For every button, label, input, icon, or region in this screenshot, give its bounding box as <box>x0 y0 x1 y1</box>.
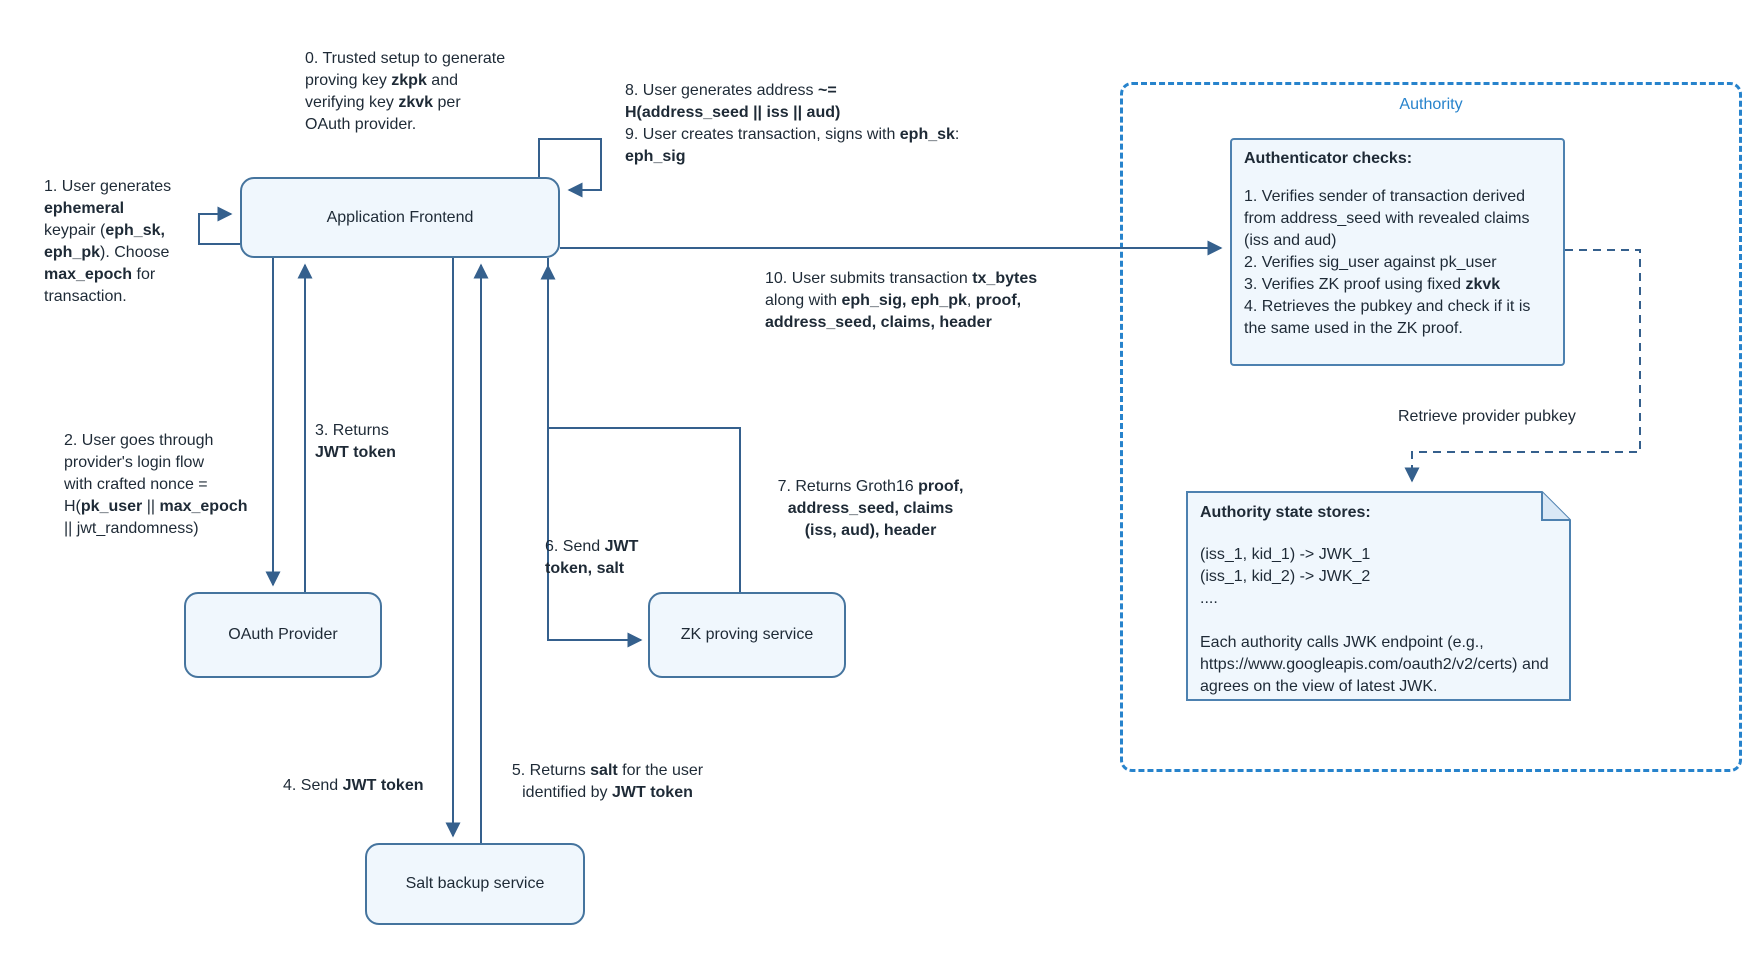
authority-state-body: (iss_1, kid_1) -> JWK_1 (iss_1, kid_2) -> JWK_2 .... Each authority calls JWK endpoint (e.g., https://www.googleapis.com/oauth2/v2/certs) and agrees on the view of latest JWK. <box>1200 546 1549 695</box>
arrow-frontend-to-zk <box>548 258 641 640</box>
authority-label: Authority <box>1399 96 1463 113</box>
authority-state-title: Authority state stores: <box>1200 504 1371 521</box>
annotation-step-4: 4. Send JWT token <box>283 777 424 794</box>
node-application-frontend-label: Application Frontend <box>326 208 474 226</box>
annotation-step-0: 0. Trusted setup to generate proving key zkpk and verifying key zkvk per OAuth provider. <box>305 50 506 133</box>
node-zk-proving-service <box>648 592 846 678</box>
annotation-retrieve-provider-pubkey: Retrieve provider pubkey <box>1398 408 1576 425</box>
node-salt-backup-service <box>365 843 585 925</box>
authenticator-checks-body: 1. Verifies sender of transaction derived from address_seed with revealed claims (iss and aud) 2. Verifies sig_user against pk_user 3. Verifies ZK proof using fixed zkvk 4. Retrieves the pubkey and check if it is the same used in the ZK proof. <box>1244 188 1531 337</box>
annotation-step-2: 2. User goes through provider's login flow with crafted nonce = H(pk_user || max_epoch || jwt_randomness) <box>64 432 248 537</box>
annotation-step-8-9: 8. User generates address ~= H(address_seed || iss || aud) 9. User creates transaction, signs with eph_sk: eph_sig <box>625 82 960 165</box>
annotation-step-3: 3. Returns JWT token <box>315 422 396 461</box>
node-oauth-provider-label: OAuth Provider <box>228 626 338 643</box>
node-application-frontend <box>240 177 560 258</box>
authenticator-checks-title: Authenticator checks: <box>1244 150 1413 167</box>
annotation-step-6: 6. Send JWT token, salt <box>545 538 639 577</box>
node-oauth-provider <box>184 592 382 678</box>
node-salt-backup-service-label: Salt backup service <box>405 875 545 892</box>
annotation-step-7: 7. Returns Groth16 proof, address_seed, claims (iss, aud), header <box>777 478 964 539</box>
self-loop-keypair-arrow <box>199 214 240 244</box>
annotation-step-10: 10. User submits transaction tx_bytes along with eph_sig, eph_pk, proof, address_seed, claims, header <box>765 270 1038 331</box>
node-zk-proving-service-label: ZK proving service <box>680 626 814 643</box>
annotation-step-5: 5. Returns salt for the user identified by JWT token <box>511 762 704 801</box>
annotation-step-1: 1. User generates ephemeral keypair (eph_sk, eph_pk). Choose max_epoch for transaction. <box>44 178 172 305</box>
